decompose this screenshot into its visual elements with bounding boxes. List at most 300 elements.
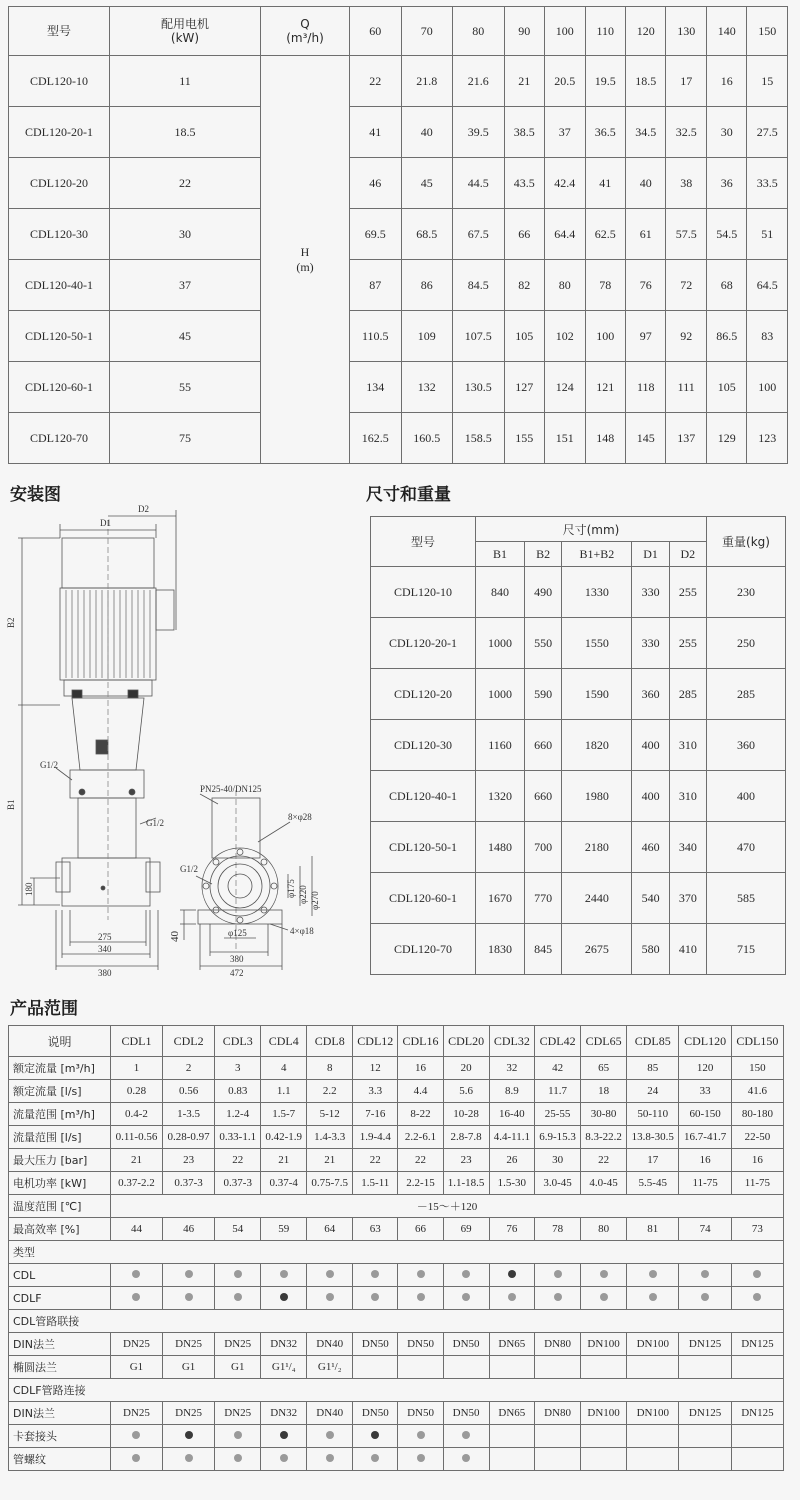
- spec-cell: 6.9-15.3: [535, 1126, 581, 1149]
- availability-dot-icon: [234, 1293, 242, 1301]
- dimensions-row: [371, 720, 786, 771]
- dim-weight-cell: 230: [707, 567, 786, 618]
- oval-cell: [731, 1356, 783, 1379]
- din-cell: DN65: [489, 1402, 535, 1425]
- head-value-cell: 64.4: [545, 209, 585, 260]
- dot-cell: [443, 1425, 489, 1448]
- spec-cell: 22: [581, 1149, 627, 1172]
- head-value-cell: 64.5: [747, 260, 788, 311]
- label-275: 275: [98, 932, 112, 942]
- label-phi270: φ270: [310, 891, 320, 910]
- dot-cell: [535, 1287, 581, 1310]
- section-label: CDLF管路连接: [9, 1379, 784, 1402]
- din-cell: DN50: [353, 1402, 398, 1425]
- dot-cell: [535, 1448, 581, 1471]
- model-header-cdl32: CDL32: [489, 1026, 535, 1057]
- spec-cell: 1.9-4.4: [353, 1126, 398, 1149]
- oval-cell: [581, 1356, 627, 1379]
- row-label: 额定流量 [l/s]: [9, 1080, 111, 1103]
- label-b2: B2: [6, 617, 16, 628]
- perf-model-cell: CDL120-50-1: [9, 311, 110, 362]
- dim-weight-cell: 585: [707, 873, 786, 924]
- spec-cell: 32: [489, 1057, 535, 1080]
- head-value-cell: 51: [747, 209, 788, 260]
- spec-cell: 24: [627, 1080, 679, 1103]
- head-label-cell: [261, 56, 350, 464]
- spec-cell: 11.7: [535, 1080, 581, 1103]
- dot-cell: [307, 1287, 353, 1310]
- availability-dot-icon: [326, 1270, 334, 1278]
- dim-model-cell: CDL120-10: [371, 567, 476, 618]
- label-phi220: φ220: [298, 885, 308, 904]
- dot-cell: [731, 1264, 783, 1287]
- availability-dot-icon: [326, 1431, 334, 1439]
- dot-cell: [111, 1264, 163, 1287]
- spec-cell: 1: [111, 1057, 163, 1080]
- availability-dot-icon: [701, 1293, 709, 1301]
- efficiency-cell: 63: [353, 1218, 398, 1241]
- dim-value-cell: 410: [669, 924, 706, 975]
- efficiency-cell: 66: [398, 1218, 443, 1241]
- dot-cell: [443, 1448, 489, 1471]
- efficiency-cell: 46: [162, 1218, 214, 1241]
- cdl-din-row: [9, 1333, 784, 1356]
- logo-mark: [96, 740, 108, 754]
- spec-cell: 2: [162, 1057, 214, 1080]
- dot-cell: [627, 1425, 679, 1448]
- oval-cell: G1: [215, 1356, 261, 1379]
- dot-cell: [679, 1448, 731, 1471]
- dot-cell: [581, 1287, 627, 1310]
- oval-cell: [489, 1356, 535, 1379]
- model-header-cdl85: CDL85: [627, 1026, 679, 1057]
- din-cell: DN25: [215, 1402, 261, 1425]
- spec-cell: 1.5-7: [261, 1103, 307, 1126]
- head-value-cell: 15: [747, 56, 788, 107]
- dot-cell: [731, 1425, 783, 1448]
- range-header-label: 说明: [9, 1026, 111, 1057]
- dim-value-cell: 1590: [562, 669, 632, 720]
- availability-dot-icon: [280, 1270, 288, 1278]
- availability-dot-icon: [417, 1431, 425, 1439]
- dot-cell: [398, 1448, 443, 1471]
- perf-kw-cell: 45: [110, 311, 261, 362]
- label-380-b: 380: [230, 954, 244, 964]
- head-value-cell: 162.5: [350, 413, 402, 464]
- model-header-cdl42: CDL42: [535, 1026, 581, 1057]
- din-cell: DN40: [307, 1402, 353, 1425]
- efficiency-cell: 76: [489, 1218, 535, 1241]
- dim-value-cell: 255: [669, 567, 706, 618]
- section-label: CDL管路联接: [9, 1310, 784, 1333]
- head-value-cell: 105: [504, 311, 544, 362]
- dot-cell: [489, 1425, 535, 1448]
- head-value-cell: 132: [401, 362, 453, 413]
- availability-dot-icon: [417, 1270, 425, 1278]
- dim-value-cell: 370: [669, 873, 706, 924]
- din-cell: DN25: [111, 1402, 163, 1425]
- availability-dot-icon: [132, 1431, 140, 1439]
- dot-cell: [307, 1448, 353, 1471]
- spec-cell: 16: [679, 1149, 731, 1172]
- head-value-cell: 34.5: [626, 107, 666, 158]
- dot-cell: [489, 1448, 535, 1471]
- dimensions-row: [371, 669, 786, 720]
- performance-row: [9, 56, 788, 107]
- spec-cell: 1.1: [261, 1080, 307, 1103]
- spec-cell: 2.2: [307, 1080, 353, 1103]
- range-spec-row: [9, 1080, 784, 1103]
- row-label: 电机功率 [kW]: [9, 1172, 111, 1195]
- dot-cell: [261, 1448, 307, 1471]
- dim-value-cell: 400: [632, 720, 669, 771]
- motor-header-line2: (kW): [170, 31, 200, 45]
- availability-dot-icon: [554, 1270, 562, 1278]
- product-range-table: [8, 1025, 784, 1471]
- availability-dot-icon: [508, 1270, 516, 1278]
- head-value-cell: 38.5: [504, 107, 544, 158]
- spec-cell: 1.1-18.5: [443, 1172, 489, 1195]
- din-cell: DN100: [627, 1402, 679, 1425]
- dot-cell: [489, 1264, 535, 1287]
- spec-cell: 30: [535, 1149, 581, 1172]
- head-value-cell: 121: [585, 362, 625, 413]
- efficiency-cell: 69: [443, 1218, 489, 1241]
- row-label: 椭圆法兰: [9, 1356, 111, 1379]
- spec-cell: 0.28: [111, 1080, 163, 1103]
- oval-cell: [679, 1356, 731, 1379]
- dot-cell: [261, 1264, 307, 1287]
- head-value-cell: 17: [666, 56, 706, 107]
- range-spec-row: [9, 1103, 784, 1126]
- dim-value-cell: 1980: [562, 771, 632, 822]
- availability-dot-icon: [753, 1293, 761, 1301]
- dim-model-cell: CDL120-20-1: [371, 618, 476, 669]
- din-cell: DN100: [581, 1333, 627, 1356]
- head-value-cell: 155: [504, 413, 544, 464]
- dot-cell: [731, 1287, 783, 1310]
- spec-cell: 26: [489, 1149, 535, 1172]
- head-value-cell: 145: [626, 413, 666, 464]
- model-header-cdl150: CDL150: [731, 1026, 783, 1057]
- spec-cell: 0.37-2.2: [111, 1172, 163, 1195]
- dot-cell: [679, 1264, 731, 1287]
- head-value-cell: 76: [626, 260, 666, 311]
- head-value-cell: 84.5: [453, 260, 505, 311]
- flow-header-9: 150: [747, 7, 788, 56]
- availability-dot-icon: [600, 1270, 608, 1278]
- q-header-line2: (m³/h): [286, 31, 324, 45]
- head-value-cell: 102: [545, 311, 585, 362]
- spec-cell: 4: [261, 1057, 307, 1080]
- flow-header-7: 130: [666, 7, 706, 56]
- spec-cell: 41.6: [731, 1080, 783, 1103]
- head-value-cell: 30: [706, 107, 746, 158]
- dimensions-row: [371, 873, 786, 924]
- head-value-cell: 19.5: [585, 56, 625, 107]
- row-label: 最高效率 [%]: [9, 1218, 111, 1241]
- row-label: 温度范围 [℃]: [9, 1195, 111, 1218]
- range-title: 产品范围: [10, 999, 78, 1019]
- dot-cell: [398, 1264, 443, 1287]
- flow-header-6: 120: [626, 7, 666, 56]
- performance-row: [9, 362, 788, 413]
- dim-value-cell: 1550: [562, 618, 632, 669]
- spec-cell: 1-3.5: [162, 1103, 214, 1126]
- din-cell: DN125: [679, 1333, 731, 1356]
- row-label: DIN法兰: [9, 1402, 111, 1425]
- dot-cell: [443, 1264, 489, 1287]
- row-label: 管螺纹: [9, 1448, 111, 1471]
- flow-header-2: 80: [453, 7, 505, 56]
- dim-value-cell: 840: [476, 567, 525, 618]
- din-cell: DN65: [489, 1333, 535, 1356]
- dot-cell: [627, 1264, 679, 1287]
- head-value-cell: 160.5: [401, 413, 453, 464]
- efficiency-cell: 78: [535, 1218, 581, 1241]
- dimensions-row: [371, 771, 786, 822]
- dim-value-cell: 255: [669, 618, 706, 669]
- spec-cell: 10-28: [443, 1103, 489, 1126]
- spec-cell: 80-180: [731, 1103, 783, 1126]
- din-cell: DN32: [261, 1333, 307, 1356]
- head-value-cell: 92: [666, 311, 706, 362]
- head-value-cell: 130.5: [453, 362, 505, 413]
- spec-cell: 0.37-4: [261, 1172, 307, 1195]
- spec-cell: 21: [261, 1149, 307, 1172]
- head-label-line1: H: [300, 244, 310, 259]
- head-value-cell: 21: [504, 56, 544, 107]
- spec-cell: 22: [215, 1149, 261, 1172]
- dim-value-cell: 2440: [562, 873, 632, 924]
- dim-value-cell: 340: [669, 822, 706, 873]
- head-value-cell: 86.5: [706, 311, 746, 362]
- efficiency-cell: 54: [215, 1218, 261, 1241]
- head-value-cell: 107.5: [453, 311, 505, 362]
- availability-dot-icon: [280, 1293, 288, 1301]
- dim-weight-cell: 715: [707, 924, 786, 975]
- din-cell: DN125: [731, 1333, 783, 1356]
- dot-cell: [307, 1425, 353, 1448]
- availability-dot-icon: [132, 1454, 140, 1462]
- head-value-cell: 100: [585, 311, 625, 362]
- perf-model-cell: CDL120-20: [9, 158, 110, 209]
- dim-value-cell: 540: [632, 873, 669, 924]
- dim-value-cell: 1000: [476, 669, 525, 720]
- label-472: 472: [230, 968, 244, 978]
- perf-kw-cell: 22: [110, 158, 261, 209]
- dim-model-cell: CDL120-40-1: [371, 771, 476, 822]
- dot-cell: [111, 1287, 163, 1310]
- dim-value-cell: 2675: [562, 924, 632, 975]
- availability-dot-icon: [462, 1454, 470, 1462]
- head-value-cell: 105: [706, 362, 746, 413]
- availability-dot-icon: [280, 1454, 288, 1462]
- head-value-cell: 57.5: [666, 209, 706, 260]
- dim-col-header-4: D2: [669, 542, 706, 567]
- head-value-cell: 124: [545, 362, 585, 413]
- spec-cell: 2.8-7.8: [443, 1126, 489, 1149]
- spec-cell: 4.4: [398, 1080, 443, 1103]
- spec-cell: 8-22: [398, 1103, 443, 1126]
- model-header-cdl2: CDL2: [162, 1026, 214, 1057]
- dot-cell: [581, 1264, 627, 1287]
- head-label-line2: (m): [296, 259, 314, 274]
- head-value-cell: 129: [706, 413, 746, 464]
- spec-cell: 50-110: [627, 1103, 679, 1126]
- model-header-cdl65: CDL65: [581, 1026, 627, 1057]
- row-label: 最大压力 [bar]: [9, 1149, 111, 1172]
- dim-value-cell: 1480: [476, 822, 525, 873]
- dot-cell: [353, 1425, 398, 1448]
- type-section: [9, 1241, 784, 1264]
- dot-cell: [307, 1264, 353, 1287]
- thread-row: [9, 1448, 784, 1471]
- spec-cell: 23: [443, 1149, 489, 1172]
- perf-model-cell: CDL120-20-1: [9, 107, 110, 158]
- spec-cell: 4.0-45: [581, 1172, 627, 1195]
- model-header-cdl120: CDL120: [679, 1026, 731, 1057]
- spec-cell: 3: [215, 1057, 261, 1080]
- dim-model-cell: CDL120-30: [371, 720, 476, 771]
- head-value-cell: 41: [585, 158, 625, 209]
- dim-value-cell: 845: [525, 924, 562, 975]
- efficiency-cell: 44: [111, 1218, 163, 1241]
- row-label: 卡套接头: [9, 1425, 111, 1448]
- head-value-cell: 118: [626, 362, 666, 413]
- head-value-cell: 68: [706, 260, 746, 311]
- dot-cell: [679, 1287, 731, 1310]
- dim-col-header-0: B1: [476, 542, 525, 567]
- label-g12-c: G1/2: [180, 864, 198, 874]
- q-header-line1: Q: [300, 17, 310, 31]
- spec-cell: 1.4-3.3: [307, 1126, 353, 1149]
- performance-header-row: [9, 7, 788, 56]
- availability-dot-icon: [649, 1293, 657, 1301]
- dot-cell: [261, 1425, 307, 1448]
- spec-cell: 3.0-45: [535, 1172, 581, 1195]
- dot-cell: [215, 1425, 261, 1448]
- perf-kw-cell: 30: [110, 209, 261, 260]
- performance-table: [8, 6, 788, 464]
- label-d2: D2: [138, 504, 149, 514]
- spec-cell: 21: [111, 1149, 163, 1172]
- dot-cell: [627, 1448, 679, 1471]
- availability-dot-icon: [371, 1293, 379, 1301]
- head-value-cell: 127: [504, 362, 544, 413]
- spec-cell: 30-80: [581, 1103, 627, 1126]
- head-value-cell: 21.8: [401, 56, 453, 107]
- head-value-cell: 67.5: [453, 209, 505, 260]
- efficiency-cell: 81: [627, 1218, 679, 1241]
- cdl-pipe-section: [9, 1310, 784, 1333]
- installation-drawing: [0, 500, 360, 980]
- dim-weight-cell: 250: [707, 618, 786, 669]
- head-value-cell: 83: [747, 311, 788, 362]
- oval-cell: [353, 1356, 398, 1379]
- head-value-cell: 86: [401, 260, 453, 311]
- dimensions-header-row-1: [371, 517, 786, 542]
- flow-header-1: 70: [401, 7, 453, 56]
- head-value-cell: 40: [401, 107, 453, 158]
- cdlf-din-row: [9, 1402, 784, 1425]
- head-value-cell: 45: [401, 158, 453, 209]
- availability-dot-icon: [649, 1270, 657, 1278]
- label-340: 340: [98, 944, 112, 954]
- availability-dot-icon: [234, 1270, 242, 1278]
- spec-cell: 23: [162, 1149, 214, 1172]
- spec-cell: 0.37-3: [162, 1172, 214, 1195]
- availability-dot-icon: [280, 1431, 288, 1439]
- spec-cell: 2.2-15: [398, 1172, 443, 1195]
- spec-cell: 8.3-22.2: [581, 1126, 627, 1149]
- label-pn: PN25-40/DN125: [200, 784, 262, 794]
- performance-row: [9, 260, 788, 311]
- row-label: DIN法兰: [9, 1333, 111, 1356]
- label-g12-b: G1/2: [146, 818, 164, 828]
- clamp-row: [9, 1425, 784, 1448]
- availability-dot-icon: [462, 1270, 470, 1278]
- availability-dot-icon: [600, 1293, 608, 1301]
- dot-cell: [111, 1448, 163, 1471]
- head-value-cell: 110.5: [350, 311, 402, 362]
- perf-kw-cell: 75: [110, 413, 261, 464]
- availability-dot-icon: [371, 1431, 379, 1439]
- dot-cell: [489, 1287, 535, 1310]
- spec-cell: 5.5-45: [627, 1172, 679, 1195]
- dim-value-cell: 330: [632, 567, 669, 618]
- dim-value-cell: 285: [669, 669, 706, 720]
- performance-row: [9, 209, 788, 260]
- oval-cell: G1¹/₂: [307, 1356, 353, 1379]
- dim-value-cell: 400: [632, 771, 669, 822]
- range-spec-row: [9, 1126, 784, 1149]
- spec-cell: 0.56: [162, 1080, 214, 1103]
- dot-cell: [731, 1448, 783, 1471]
- dot-cell: [398, 1425, 443, 1448]
- model-header-text: 型号: [46, 24, 71, 38]
- head-value-cell: 36.5: [585, 107, 625, 158]
- spec-cell: 4.4-11.1: [489, 1126, 535, 1149]
- performance-row: [9, 107, 788, 158]
- dim-value-cell: 310: [669, 720, 706, 771]
- dim-col-header-2: B1+B2: [562, 542, 632, 567]
- din-cell: DN25: [162, 1333, 214, 1356]
- dimensions-title: 尺寸和重量: [366, 485, 451, 505]
- availability-dot-icon: [132, 1270, 140, 1278]
- spec-cell: 17: [627, 1149, 679, 1172]
- spec-cell: 120: [679, 1057, 731, 1080]
- head-value-cell: 82: [504, 260, 544, 311]
- dot-cell: [353, 1287, 398, 1310]
- head-value-cell: 18.5: [626, 56, 666, 107]
- availability-dot-icon: [132, 1293, 140, 1301]
- head-value-cell: 44.5: [453, 158, 505, 209]
- dim-value-cell: 1000: [476, 618, 525, 669]
- din-cell: DN100: [627, 1333, 679, 1356]
- dimensions-table: [370, 516, 786, 975]
- label-8-holes: 8×φ28: [288, 812, 312, 822]
- spec-cell: 8.9: [489, 1080, 535, 1103]
- dimensions-row: [371, 618, 786, 669]
- flow-header-3: 90: [504, 7, 544, 56]
- dim-value-cell: 660: [525, 771, 562, 822]
- dim-model-cell: CDL120-50-1: [371, 822, 476, 873]
- availability-dot-icon: [326, 1293, 334, 1301]
- label-b1: B1: [6, 799, 16, 810]
- din-cell: DN50: [353, 1333, 398, 1356]
- section-label: 类型: [9, 1241, 784, 1264]
